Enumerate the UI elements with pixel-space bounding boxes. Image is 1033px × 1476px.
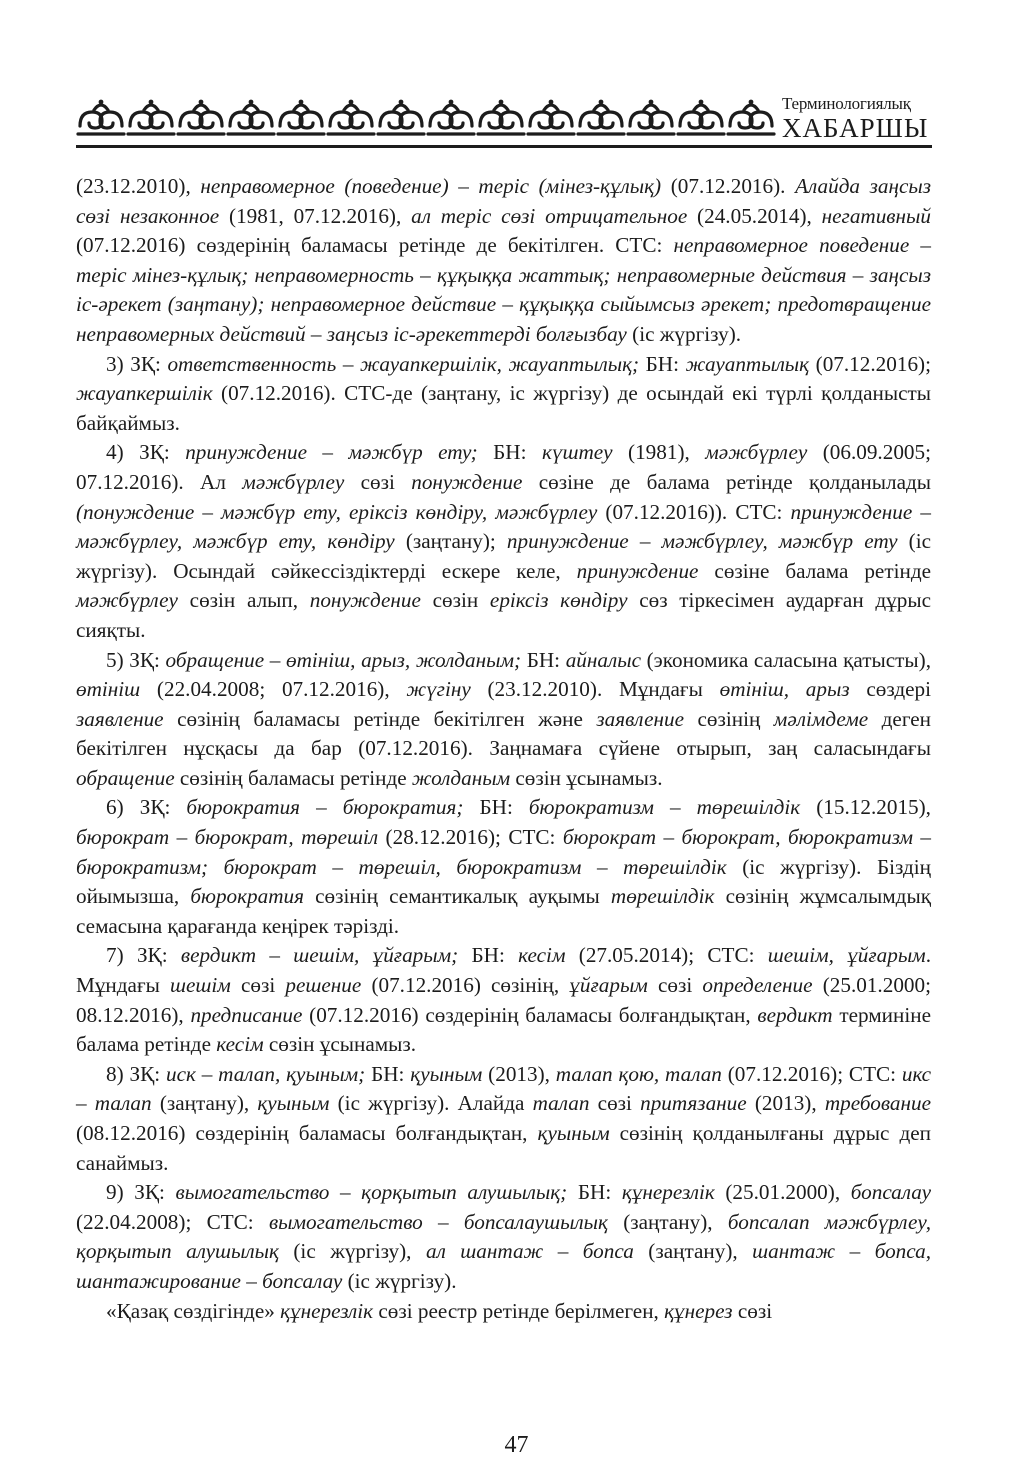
italic-term: негативный [821, 203, 931, 228]
italic-term: мәжбүрлеу [76, 588, 178, 613]
text-run: 4) ЗҚ: [106, 440, 186, 465]
italic-term: мәжбүрлеу [242, 469, 345, 494]
ornament-border-icon [76, 96, 776, 140]
text-run: (23.12.2010), [76, 174, 201, 198]
text-run: сөзі [344, 469, 412, 494]
text-run: . Мұндағы [76, 943, 931, 998]
italic-term: вымогательство – қорқытып алушылық; [175, 1180, 568, 1205]
text-run: 6) ЗҚ: [106, 795, 187, 820]
text-run: (07.12.2016) сөздерінің баламасы болғандықтан, [302, 1002, 758, 1027]
italic-term: обращение [76, 765, 175, 790]
text-run: (25.01.2000), [714, 1180, 851, 1205]
italic-term: жауаптылық [685, 351, 810, 376]
italic-term: вердикт – шешім, ұйғарым; [180, 943, 459, 968]
text-run: сөзінің баламасы ретінде бекітілген және [163, 706, 597, 731]
italic-term: жауапкершілік [76, 381, 213, 406]
text-run: (07.12.2016); [809, 351, 931, 376]
text-run: (27.05.2014); СТС: [565, 943, 768, 968]
ornament-motif [178, 100, 224, 134]
italic-term: вымогательство – бопсалаушылық [268, 1209, 608, 1234]
text-run: (24.05.2014), [687, 203, 822, 228]
italic-term: бюрократ – бюрократ, төрешіл [76, 825, 379, 850]
text-run: БН: [365, 1061, 411, 1086]
text-run: сөзі [732, 1298, 773, 1323]
italic-term: жолданым [411, 765, 511, 790]
text-run: (07.12.2016); СТС: [721, 1061, 902, 1086]
text-run: сөзін ұсынамыз. [510, 765, 663, 790]
text-run: (заңтану), [607, 1209, 728, 1234]
text-run: сөзін [420, 588, 490, 613]
paragraph [76, 1060, 931, 1178]
text-run: «Қазақ сөздігінде» [106, 1298, 281, 1323]
text-run: сөзі [230, 973, 286, 998]
text-run: сөзі реестр ретінде берілмеген, [373, 1298, 665, 1323]
text-run: (23.12.2010). Мұндағы [470, 677, 720, 702]
text-run: сөз тіркесімен аударған дұрыс сияқты. [76, 588, 931, 642]
italic-term: притязание [640, 1091, 747, 1116]
text-run: (іс жүргізу). [626, 321, 742, 346]
ornament-motif [278, 100, 324, 134]
text-run: сөзіне де балама ретінде қолданылады [522, 469, 931, 494]
italic-term: қуыным [410, 1061, 483, 1086]
text-run: (22.04.2008; 07.12.2016), [140, 677, 407, 702]
text-run: (08.12.2016) сөздерінің баламасы болғандықтан, [76, 1121, 538, 1145]
italic-term: понуждение [411, 469, 523, 494]
italic-term: заявление [76, 706, 164, 731]
italic-term: заявление [596, 706, 684, 731]
article-body [76, 172, 931, 1326]
italic-term: мәлімдеме [773, 706, 869, 731]
ornament-motif [478, 100, 524, 134]
paragraph [76, 941, 931, 1059]
header-rule [76, 145, 932, 148]
text-run: (2013), [482, 1061, 556, 1086]
text-run: 3) ЗҚ: [106, 351, 168, 376]
text-run: БН: [477, 440, 542, 465]
italic-term: принуждение [576, 558, 699, 583]
italic-term: қуыным [537, 1121, 610, 1145]
italic-term: Алайда заңсыз сөзі незаконное [76, 174, 931, 228]
ornament-motif [678, 100, 724, 134]
italic-term: талап қою, талап [555, 1061, 722, 1086]
text-run: БН: [639, 351, 686, 376]
text-run: (28.12.2016); СТС: [378, 825, 563, 850]
text-run: сөзінің [684, 706, 774, 731]
text-run: (07.12.2016) сөзінің, [361, 973, 570, 998]
italic-term: өтініш, арыз [719, 677, 850, 702]
text-run: сөзінің жұмсалымдық семасына қарағанда кеңірек тәрізді. [76, 884, 931, 938]
text-run: (06.09.2005; 07.12.2016). Ал [76, 440, 931, 494]
text-run: (заңтану); [394, 529, 507, 554]
journal-title-small: Терминологиялық [782, 94, 911, 113]
italic-term: шешім [170, 973, 231, 998]
text-run: (іс жүргізу), [278, 1239, 426, 1264]
text-run: сөзі [589, 1091, 641, 1116]
italic-term: требование [824, 1091, 931, 1116]
text-run: БН: [458, 943, 519, 968]
text-run: 8) ЗҚ: [106, 1061, 166, 1086]
italic-term: шантаж – бопса, шантажирование – бопсалау [76, 1239, 932, 1293]
text-run: БН: [521, 647, 566, 672]
italic-term: понуждение [309, 588, 421, 613]
text-run: 5) ЗҚ: [106, 647, 166, 672]
text-run: (экономика саласына қатысты), [640, 647, 931, 672]
text-run: 7) ЗҚ: [106, 943, 181, 968]
text-run: (заңтану), [633, 1239, 753, 1264]
italic-term: талап [532, 1091, 590, 1116]
text-run: (07.12.2016). [661, 174, 796, 198]
text-run: (1981), [612, 440, 706, 465]
italic-term: жүгіну [406, 677, 471, 702]
text-run: (2013), [746, 1091, 825, 1116]
italic-term: ал шантаж – бопса [425, 1239, 634, 1264]
journal-title-big: ХАБАРШЫ [782, 113, 929, 143]
italic-term: шешім, ұйғарым [767, 943, 926, 968]
ornament-motif [428, 100, 474, 134]
text-run: (іс жүргізу). Біздің ойымызша, [76, 854, 931, 909]
ornament-motif [128, 100, 174, 134]
ornament-motif [378, 100, 424, 134]
text-run: (іс жүргізу). Алайда [329, 1091, 533, 1116]
text-run: деген бекітілген нұсқасы да бар (07.12.2016). Заңнамаға сүйене отырып, заң саласындағы [76, 706, 931, 761]
text-run: сөзін ұсынамыз. [263, 1032, 417, 1057]
page-header [76, 88, 932, 148]
text-run: (07.12.2016)). СТС: [597, 499, 791, 524]
italic-term: айналыс [565, 647, 641, 672]
ornament-motif [628, 100, 674, 134]
text-run: сөздері [849, 677, 931, 702]
paragraph [76, 1178, 931, 1296]
italic-term: определение [702, 973, 813, 998]
italic-term: ответственность – жауапкершілік, жауаптылық; [167, 351, 640, 376]
italic-term: вердикт [757, 1002, 833, 1027]
italic-term: ал теріс сөзі отрицательное [411, 203, 688, 228]
ornament-motif [228, 100, 274, 134]
paragraph [76, 172, 931, 350]
italic-term: мәжбүрлеу [705, 440, 808, 465]
italic-term: еріксіз көндіру [489, 588, 628, 613]
text-run: (заңтану), [151, 1091, 258, 1116]
paragraph [76, 350, 931, 439]
text-run: (іс жүргізу). Осындай сәйкессіздіктерді ескере келе, [76, 529, 931, 583]
text-run: сөзінің семантикалық ауқымы [303, 884, 611, 909]
italic-term: иск – талап, қуыным; [165, 1061, 366, 1086]
text-run: сөзінің қолданылғаны дұрыс деп санаймыз. [76, 1121, 931, 1175]
ornament-motif [78, 100, 124, 134]
text-run: (22.04.2008); СТС: [76, 1209, 269, 1234]
italic-term: күштеу [541, 440, 613, 465]
ornament-motif [728, 100, 774, 134]
text-run: (07.12.2016) сөздерінің баламасы ретінде де бекітілген. СТС: [76, 233, 674, 258]
text-run: сөзін алып, [177, 588, 310, 613]
paragraph [76, 793, 931, 941]
italic-term: неправомерное (поведение) – теріс (мінез-құлық) [200, 174, 662, 198]
italic-term: принуждение – мәжбүрлеу, мәжбүр ету, көндіру [76, 499, 931, 554]
paragraph [76, 438, 931, 645]
italic-term: бопсалап мәжбүрлеу, қорқытып алушылық [76, 1209, 932, 1264]
italic-term: принуждение – мәжбүр ету; [185, 440, 478, 465]
ornament-motif [578, 100, 624, 134]
italic-term: төрешілдік [610, 884, 715, 909]
italic-term: кесім [216, 1032, 264, 1057]
journal-title [782, 94, 932, 142]
text-run: сөзі [647, 973, 703, 998]
italic-term: ұйғарым [569, 973, 648, 998]
italic-term: (понуждение – мәжбүр ету, еріксіз көндіру, мәжбүрлеу [76, 499, 598, 524]
italic-term: құнерез [664, 1298, 733, 1323]
italic-term: құнерезлік [621, 1180, 715, 1205]
italic-term: бюрократизм – төрешілдік [528, 795, 801, 820]
text-run: (15.12.2015), [800, 795, 931, 820]
italic-term: предписание [190, 1002, 303, 1027]
text-run: сөзінің баламасы ретінде [174, 765, 412, 790]
text-run: сөзіне балама ретінде [698, 558, 932, 583]
paragraph [76, 646, 931, 794]
text-run: (іс жүргізу). [342, 1268, 457, 1293]
italic-term: икс – талап [76, 1061, 931, 1116]
page-number: 47 [504, 1432, 529, 1458]
paragraph [76, 1297, 931, 1327]
text-run: терминіне балама ретінде [76, 1002, 931, 1057]
italic-term: құнерезлік [280, 1298, 374, 1323]
text-run: (1981, 07.12.2016), [219, 203, 412, 228]
italic-term: қуыным [257, 1091, 330, 1116]
ornament-motif [328, 100, 374, 134]
text-run: БН: [567, 1180, 622, 1205]
italic-term: неправомерное поведение – теріс мінез-құлық; неправомерность – құқыққа жаттық; неправомерные действия – заңсыз іс-әрекет (заңтану); неправомерное действие – құқыққа сыйымсыз әрекет; предотвращение неправомерных действий – заңсыз іс-әрекеттерді болғызбау [76, 233, 931, 346]
italic-term: бюрократия [190, 884, 304, 909]
italic-term: обращение – өтініш, арыз, жолданым; [165, 647, 522, 672]
text-run: (07.12.2016). СТС-де (заңтану, іс жүргізу) де осындай екі түрлі қолданысты байқаймыз. [76, 381, 931, 435]
text-run: (25.01.2000; 08.12.2016), [76, 973, 931, 1027]
text-run: БН: [463, 795, 529, 820]
italic-term: бопсалау [850, 1180, 931, 1205]
italic-term: бюрократ – бюрократ, бюрократизм – бюрократизм; бюрократ – төрешіл, бюрократизм – төрешілдік [76, 825, 932, 879]
italic-term: бюрократия – бюрократия; [186, 795, 464, 820]
ornament-motif [528, 100, 574, 134]
italic-term: өтініш [76, 677, 141, 702]
italic-term: принуждение – мәжбүрлеу, мәжбүр ету [506, 529, 898, 554]
text-run: 9) ЗҚ: [106, 1180, 176, 1205]
italic-term: решение [285, 973, 362, 998]
italic-term: кесім [518, 943, 566, 968]
